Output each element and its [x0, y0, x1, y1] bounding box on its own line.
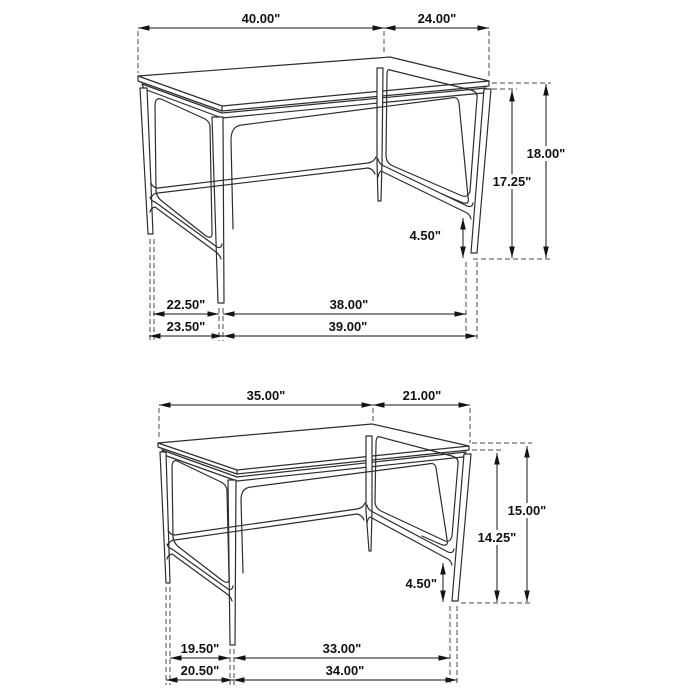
dim-label-clearance-large: 17.25"	[492, 174, 532, 189]
desk-drawing-small	[158, 388, 551, 685]
desk-line-art-small	[158, 424, 471, 645]
desk-drawing-large	[138, 11, 570, 341]
desk-legs	[160, 436, 471, 645]
dim-label-span-outer-large: 39.00"	[328, 319, 368, 334]
dim-label-top-depth-small: 21.00"	[402, 388, 442, 403]
desk-stretchers	[150, 157, 473, 259]
dim-label-stretcher-small: 4.50"	[405, 576, 437, 591]
dim-label-top-depth-large: 24.00"	[417, 11, 457, 26]
dim-label-clearance-small: 14.25"	[477, 530, 517, 545]
dim-label-offset-outer-small: 20.50"	[180, 663, 220, 678]
dim-label-total-height-large: 18.00"	[526, 146, 566, 161]
dim-label-stretcher-large: 4.50"	[409, 228, 441, 243]
dim-label-span-outer-small: 34.00"	[325, 663, 365, 678]
dim-label-top-width-small: 35.00"	[246, 388, 286, 403]
dim-label-offset-inner-large: 22.50"	[166, 297, 206, 312]
dim-label-offset-outer-large: 23.50"	[166, 319, 206, 334]
dim-label-offset-inner-small: 19.50"	[180, 641, 220, 656]
desk-line-art-large	[138, 57, 491, 303]
dim-label-span-inner-small: 33.00"	[322, 641, 362, 656]
dim-label-total-height-small: 15.00"	[507, 503, 547, 518]
dim-label-span-inner-large: 38.00"	[329, 297, 369, 312]
dim-label-top-width-large: 40.00"	[241, 11, 281, 26]
